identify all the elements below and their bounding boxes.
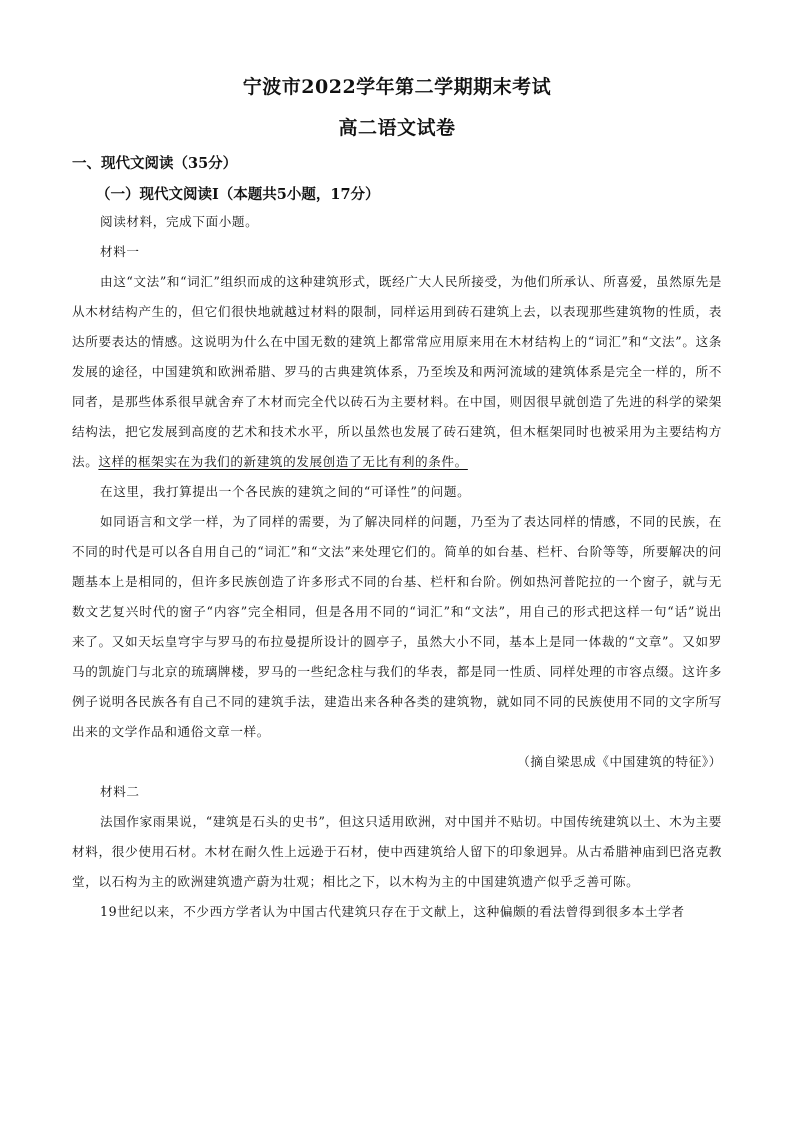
- material-one-paragraph: [72, 267, 722, 477]
- exam-title: 宁波市2022学年第二学期期末考试: [242, 76, 552, 98]
- section-heading: 一、现代文阅读（35分）: [72, 155, 238, 172]
- exam-subtitle: 高二语文试卷: [338, 117, 456, 139]
- reading-body: [72, 207, 722, 927]
- material-two-paragraph: 法国作家雨果说，“建筑是石头的史书”，但这只适用欧洲，对中国并不贴切。中国传统建筑以土、木为主要材料，很少使用石材。木材在耐久性上远逊于石材，使中西建筑给人留下的印象迥异。从古希腊神庙到巴洛克教堂，以石构为主的欧洲建筑遗产蔚为壮观；相比之下，以木构为主的中国建筑遗产似乎乏善可陈。: [72, 814, 722, 889]
- underlined-sentence: 这样的框架实在为我们的新建筑的发展创造了无比有利的条件。: [98, 454, 468, 469]
- material-one-paragraph-2: 在这里，我打算提出一个各民族的建筑之间的“可译性”的问题。: [100, 484, 471, 499]
- citation: （摘自梁思成《中国建筑的特征》）: [517, 754, 722, 769]
- material-two-label: 材料二: [100, 784, 140, 799]
- instruction-text: 阅读材料，完成下面小题。: [100, 214, 259, 229]
- material-two-paragraph-2: 19世纪以来，不少西方学者认为中国古代建筑只存在于文献上，这种偏颇的看法曾得到很多本土学者: [100, 904, 685, 919]
- material-one-paragraph-3: 如同语言和文学一样，为了同样的需要，为了解决同样的问题，乃至为了表达同样的情感，不同的民族，在不同的时代是可以各自用自己的“词汇”和“文法”来处理它们的。简单的如台基、栏杆、台阶等等，所要解决的问题基本上是相同的，但许多民族创造了许多形式不同的台基、栏杆和台阶。例如热河普陀拉的一个窗子，就与无数文艺复兴时代的窗子“内容”完全相同，但是各用不同的“词汇”和“文法”，用自己的形式把这样一句“话”说出来了。又如天坛皇穹宇与罗马的布拉曼提所设计的圆亭子，虽然大小不同，基本上是同一体裁的“文章”。又如罗马的凯旋门与北京的琉璃牌楼，罗马的一些纪念柱与我们的华表，都是同一性质、同样处理的市容点缀。这许多例子说明各民族各有自己不同的建筑手法，建造出来各种各类的建筑物，就如同不同的民族使用不同的文字所写出来的文学作品和通俗文章一样。: [72, 514, 722, 739]
- subsection-heading: （一）现代文阅读Ⅰ（本题共5小题，17分）: [96, 186, 380, 203]
- paragraph-text: 由这“文法”和“词汇”组织而成的这种建筑形式，既经广大人民所接受，为他们所承认、所喜爱，虽然原先是从木材结构产生的，但它们很快地就越过材料的限制，同样运用到砖石建筑上去，以表现那些建筑物的性质，表达所要表达的情感。这说明为什么在中国无数的建筑上都常常应用原来用在木材结构上的“词汇”和“文法”。这条发展的途径，中国建筑和欧洲希腊、罗马的古典建筑体系，乃至埃及和两河流域的建筑体系是完全一样的，所不同者，是那些体系很早就舍弃了木材而完全代以砖石为主要材料。在中国，则因很早就创造了先进的科学的梁架结构法，把它发展到高度的艺术和技术水平，所以虽然也发展了砖石建筑，但木框架同时也被采用为主要结构方法。: [72, 274, 722, 469]
- material-one-label: 材料一: [100, 244, 140, 259]
